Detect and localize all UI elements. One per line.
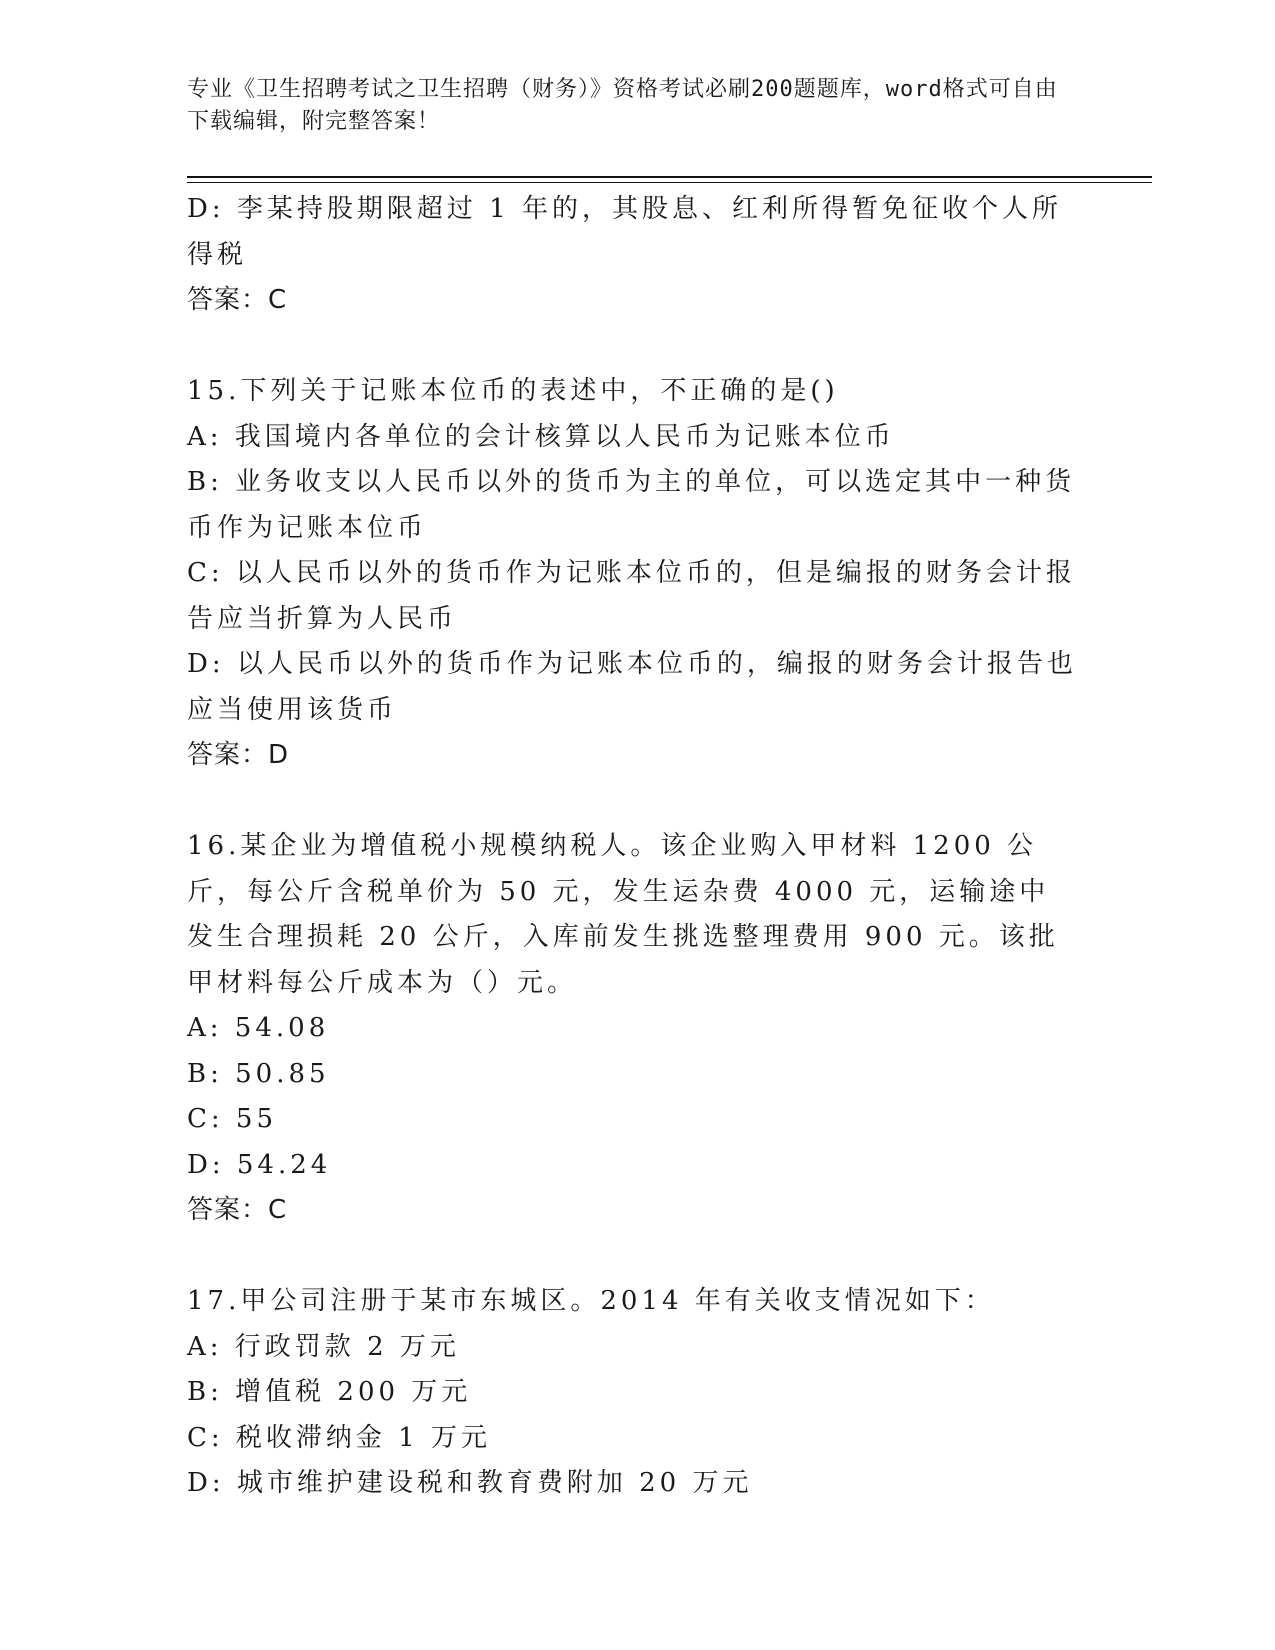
- question-16-option-b: B: 50.85: [187, 1058, 330, 1089]
- question-14-option-d: D: 李某持股期限超过 1 年的，其股息、红利所得暂免征收个人所得税: [187, 194, 1062, 270]
- header-rule-thick: [187, 176, 1152, 178]
- question-17-option-b: B: 增值税 200 万元: [187, 1377, 472, 1407]
- question-17-stem: 17.甲公司注册于某市东城区。2014 年有关收支情况如下：: [187, 1286, 995, 1316]
- question-17-option-c: C: 税收滞纳金 1 万元: [187, 1422, 491, 1453]
- page-header: 专业《卫生招聘考试之卫生招聘（财务）》资格考试必刷200题题库，word格式可自由下载编辑，附完整答案！: [187, 77, 1058, 134]
- question-15-option-b: B: 业务收支以人民币以外的货币为主的单位，可以选定其中一种货币作为记账本位币: [187, 467, 1076, 543]
- question-17-option-a: A: 行政罚款 2 万元: [187, 1331, 460, 1362]
- spacer: [187, 324, 1077, 370]
- question-15: [187, 369, 1077, 779]
- question-16: [187, 824, 1077, 1234]
- question-15-option-a: A: 我国境内各单位的会计核算以人民币为记账本位币: [187, 421, 895, 452]
- question-17-option-d: D: 城市维护建设税和教育费附加 20 万元: [187, 1468, 753, 1498]
- question-16-option-c: C: 55: [187, 1104, 278, 1134]
- spacer: [187, 779, 1077, 825]
- question-16-option-a: A: 54.08: [187, 1013, 330, 1043]
- question-16-stem: 16.某企业为增值税小规模纳税人。该企业购入甲材料 1200 公斤，每公斤含税单价为 50 元，发生运杂费 4000 元，运输途中发生合理损耗 20 公斤，入库前发生挑选整理费用 900 元。该批甲材料每公斤成本为（）元。: [187, 831, 1059, 998]
- question-16-answer: 答案：C: [187, 1195, 288, 1225]
- question-15-answer: 答案：D: [187, 740, 290, 770]
- question-15-option-c: C: 以人民币以外的货币作为记账本位币的，但是编报的财务会计报告应当折算为人民币: [187, 558, 1076, 634]
- spacer: [187, 1234, 1077, 1280]
- question-17: [187, 1279, 1077, 1507]
- question-16-option-d: D: 54.24: [187, 1149, 332, 1180]
- question-content: [187, 187, 1077, 1507]
- question-15-option-d: D: 以人民币以外的货币作为记账本位币的，编报的财务会计报告也应当使用该货币: [187, 649, 1077, 725]
- header-rule-thin: [187, 182, 1152, 183]
- question-15-stem: 15.下列关于记账本位币的表述中，不正确的是(): [187, 376, 839, 406]
- question-14-tail: [187, 187, 1077, 324]
- question-14-answer: 答案：C: [187, 285, 288, 315]
